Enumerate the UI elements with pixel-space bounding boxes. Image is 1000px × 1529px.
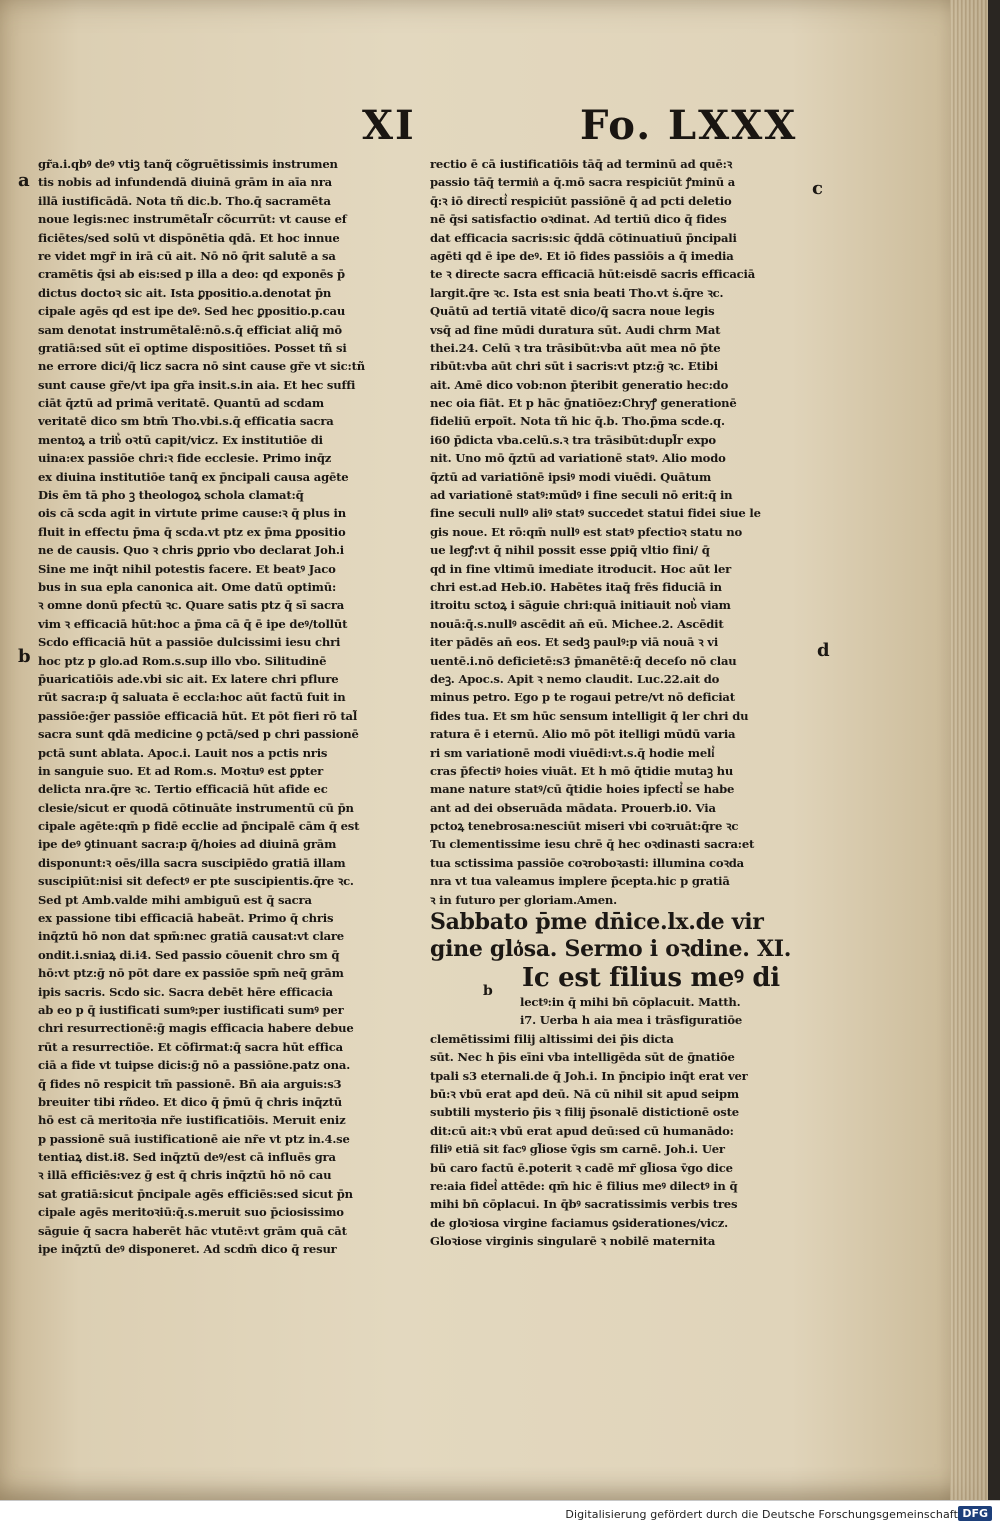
text-line: cipale agēs qd est ipe deꝰ. Sed hec ꝑpositio.p.cau	[38, 304, 346, 319]
text-line: dat efficacia sacris:sic q̄ddā cōtinuatiuū p̄ncipali	[430, 230, 737, 245]
text-line: i60 p̄dicta vba.celū.s.ꝛ tra trāsibūt:dupl̃r expo	[430, 432, 716, 447]
text-line: Gloꝛiose virginis singularē ꝛ nobilē maternita	[430, 1234, 716, 1249]
dfg-logo: DFG	[958, 1506, 992, 1521]
text-line: passiōe:ḡer passiōe efficaciā hūt. Et pōt fieri rō tal̃	[38, 708, 358, 723]
text-line: ipe inq̄ztū deꝰ disponeret. Ad scdm̄ dico q̄ resur	[38, 1242, 337, 1257]
text-line: mihi bn̄ cōplacui. In q̄bꝰ sacratissimis verbis tres	[430, 1197, 738, 1212]
text-line: passio tāq̄ termin͛ a q̄.mō sacra respiciūt ꝭminū a	[430, 175, 736, 190]
margin-letter-d: d	[817, 640, 830, 661]
text-line: sunt cause gr̃e/vt ipa gr̃a insit.s.in aia. Et hec suffi	[38, 377, 356, 392]
text-line: sacra sunt qdā medicine ꝯ pctā/sed p chri passionē	[38, 727, 359, 742]
text-line: hō:vt ptz:ḡ nō pōt dare ex passiōe spm̄ neq̄ grām	[38, 966, 344, 981]
text-line: disponunt:ꝛ oēs/illa sacra suscipiēdo gratiā illam	[38, 855, 346, 870]
text-line: hoc ptz p glo.ad Rom.s.sup illo vbo. Silitudinē	[38, 653, 327, 668]
text-line: nouā:q̄.s.nullꝰ ascēdit an̄ eū. Michee.2. Ascēdit	[430, 616, 724, 631]
text-line: iter pādēs an̄ eos. Et sedꝫ paulꝰ:p viā nouā ꝛ vi	[430, 635, 719, 650]
text-line: agēti qd ē ipe deꝰ. Et iō fides passiōis a q̄ imedia	[430, 248, 734, 263]
right-column	[430, 155, 810, 1250]
right-column-text	[430, 155, 810, 909]
text-line: p̄uaricatiōis ade.vbi sic ait. Ex latere chri pflure	[38, 671, 339, 686]
text-line: largit.q̄re ꝛc. Ista est snia beati Tho.vt ṡ.q̄re ꝛc.	[430, 285, 724, 300]
text-line: re:aia fidel͛ attēde: qm̄ hic ē filius meꝰ dilectꝰ in q̄	[430, 1178, 738, 1193]
text-line: q̄ fides nō respicit tm̄ passionē. Bn̄ aia arguis:s3	[38, 1076, 342, 1091]
page-edge	[950, 0, 988, 1500]
text-line: ad variationē statꝰ:mūdꝰ i fine seculi nō erit:q̄ in	[430, 488, 733, 503]
text-line: in sanguie suo. Et ad Rom.s. Moꝛtuꝰ est ꝑpter	[38, 763, 324, 778]
sermon-title-line: gine glo͛sa. Sermo i oꝛdine. XI.	[430, 936, 792, 963]
text-line: nra vt tua valeamus implere p̄cepta.hic p gratiā	[430, 874, 730, 889]
text-line: subtili mysterio p̄is ꝛ filij p̄sonalē distictionē oste	[430, 1105, 739, 1120]
text-line: ratura ē i eternū. Alio mō pōt itelligi mūdū varia	[430, 727, 736, 742]
text-line: pctoꝝ tenebrosa:nesciūt miseri vbi coꝛruāt:q̄re ꝛc	[430, 819, 739, 834]
text-line: chri est.ad Heb.i0. Habētes itaq̄ frēs fiduciā in	[430, 579, 722, 594]
text-line: sat gratiā:sicut p̄ncipale agēs efficiēs:sed sicut p̄n	[38, 1186, 353, 1201]
text-line: gratiā:sed sūt eī optime dispositiōes. Posset tñ si	[38, 340, 347, 355]
text-line: tpali s3 eternali.de q̄ Joh.i. In p̄ncipio inq̄t erat ver	[430, 1068, 748, 1083]
text-line: noue legis:nec instrumētal̃r cõcurrūt: vt cause ef	[38, 212, 347, 227]
text-line: Sed pt Amb.valde mihi ambiguū est q̄ sacra	[38, 892, 312, 907]
text-line: ab eo p q̄ iustificati sumꝰ:per iustificati sumꝰ per	[38, 1002, 344, 1017]
margin-letter-b-right: b	[483, 983, 493, 999]
text-line: lectꝰ:in q̄ mihi bn̄ cōplacuit. Matth.	[520, 995, 741, 1010]
folio-number: Fo. LXXX	[580, 102, 798, 149]
text-line: de gloꝛiosa virgine faciamus ꝯsiderationes/vicz.	[430, 1215, 728, 1230]
text-line: gis noue. Et rō:qm̄ nullꝰ est statꝰ pfectioꝛ statu no	[430, 524, 743, 539]
sermon-title-line: Sabbato p̄me dn̄ice.lx.de vir	[430, 909, 764, 936]
text-line: qd in fine vltimū imediate itroducit. Hoc aūt ler	[430, 561, 732, 576]
text-line: ribūt:vba aūt chri sūt i sacris:vt ptz:ḡ ꝛc. Etibi	[430, 359, 718, 374]
text-line: cras p̄fectiꝰ hoies viuāt. Et h mō q̄tidie mutaꝫ hu	[430, 763, 734, 778]
text-line: cramētis q̄si ab eis:sed p illa a deo: qd exponēs p̄	[38, 267, 345, 282]
text-line: ri sm variationē modi viuēdi:vt.s.q̄ hodie meli͛	[430, 745, 715, 760]
text-line: ꝛ in futuro per gloriam.Amen.	[430, 892, 617, 907]
funding-notice: Digitalisierung gefördert durch die Deutsche Forschungsgemeinschaft	[565, 1508, 958, 1521]
text-line: vim ꝛ efficaciā hūt:hoc a p̄ma cā q̄ ē ipe deꝰ/tollūt	[38, 616, 348, 631]
text-line: uina:ex passiōe chri:ꝛ fide ecclesie. Primo inq̄z	[38, 451, 332, 466]
text-line: inq̄ztū hō non dat spm̄:nec gratiā causat:vt clare	[38, 929, 344, 944]
text-line: clesie/sicut er quodā cōtinuāte instrumentū cū p̄n	[38, 800, 354, 815]
text-line: chri resurrectionē:ḡ magis efficacia habere debue	[38, 1021, 354, 1036]
text-line: Quātū ad tertiā vitatē dico/q̄ sacra noue legis	[430, 304, 715, 319]
text-line: gr̃a.i.qbꝰ deꝰ vtiꝫ tanq̃ cõgruētissimis instrumen	[38, 157, 338, 171]
text-line: bū caro factū ē.poterit ꝛ cadē mr̃ gl̃iosa v̄go dice	[430, 1160, 733, 1175]
text-line: ciā a fide vt tuipse dicis:ḡ nō a passiōne.patz ona.	[38, 1058, 351, 1073]
left-column	[38, 155, 416, 1258]
margin-letter-b: b	[18, 646, 31, 667]
footer-strip	[0, 1500, 1000, 1529]
text-line: ficiētes/sed solū vt dispōnētia qdā. Et hoc innue	[38, 230, 340, 245]
text-line: ciāt q̄ztū ad primā veritatē. Quantū ad scdam	[38, 396, 324, 411]
text-line: mane nature statꝰ/cū q̄tidie hoies ipfecti͛ se habe	[430, 782, 735, 797]
text-line: rūt sacra:p q̄ saluata ē eccla:hoc aūt factū fuit in	[38, 690, 346, 705]
text-line: ait. Amē dico vob:non p̄teribit generatio hec:do	[430, 377, 729, 392]
text-line: Scdo efficaciā hūt a passiōe dulcissimi iesu chri	[38, 635, 341, 650]
text-line: ant ad dei obseruāda mādata. Prouerb.i0. Via	[430, 800, 716, 815]
text-line: mentoꝝ a trib͛ oꝛtū capit/vicz. Ex institutiōe di	[38, 432, 323, 447]
text-line: illā iustificādā. Nota tñ dic.b. Tho.q̄ sacramēta	[38, 193, 331, 208]
text-line: sāguie q̄ sacra haberēt hāc vtutē:vt grām quā cāt	[38, 1223, 347, 1238]
text-line: uentē.i.nō deficietē:s3 p̄manētē:q̄ deceſo nō clau	[430, 653, 737, 668]
text-line: q̄:ꝛ iō directi͛ respiciūt passiōnē q̄ ad pcti deletio	[430, 193, 732, 208]
text-line: fides tua. Et sm hūc sensum intelligit q̄ ler chri du	[430, 708, 749, 723]
text-line: Sine me inq̄t nihil potestis facere. Et beatꝰ Jaco	[38, 561, 336, 576]
margin-letter-a: a	[18, 170, 30, 191]
text-line: rectio ē cā iustificatiōis tāq̄ ad terminū ad quē:ꝛ	[430, 157, 733, 171]
text-line: thei.24. Celū ꝛ tra trāsibūt:vba aūt mea nō p̄te	[430, 340, 721, 355]
text-line: nē q̄si satisfactio oꝛdinat. Ad tertiū dico q̄ fides	[430, 212, 727, 227]
text-line: clemētissimi filij altissimi dei p̄is dicta	[430, 1031, 674, 1046]
text-line: ipe deꝰ ꝯtinuant sacra:p q̄/hoies ad diuinā grām	[38, 837, 337, 852]
text-line: ne de causis. Quo ꝛ chris ꝑprio vbo declarat Joh.i	[38, 543, 344, 558]
text-line: filiꝰ etiā sit facꝰ gl̃iose v̄gis sm carnē. Joh.i. Uer	[430, 1142, 725, 1157]
text-line: hō est cā meritoꝛia nr̃e iustificatiōis. Meruit eniz	[38, 1113, 346, 1128]
text-line: minus petro. Ego p te rogaui petre/vt nō deficiat	[430, 690, 735, 705]
text-line: rūt a resurrectiōe. Et cōfirmat:q̄ sacra hūt effica	[38, 1039, 343, 1054]
text-line: bus in sua epla canonica ait. Ome datū optimū:	[38, 579, 337, 594]
text-line: pctā sunt ablata. Apoc.i. Lauit nos a pctis nris	[38, 745, 328, 760]
text-line: nit. Uno mō q̄ztū ad variationē statꝰ. Alio modo	[430, 451, 726, 466]
text-line: ꝛ omne donū pfectū ꝛc. Quare satis ptz q̄ sī sacra	[38, 598, 345, 613]
text-line: tis nobis ad infundendā diuinā grām in aīa nra	[38, 175, 332, 190]
chapter-number: XI	[362, 102, 416, 149]
text-line: ipis sacris. Scdo sic. Sacra debēt hēre efficacia	[38, 984, 333, 999]
text-line: i7. Uerba h aia mea i trāsfiguratiōe	[520, 1013, 743, 1028]
text-line: delicta nra.q̄re ꝛc. Tertio efficaciā hūt afide ec	[38, 782, 328, 797]
text-line: tua sctissima passiōe coꝛroboꝛasti: illumina coꝛda	[430, 855, 744, 870]
text-line: ue legꝭ:vt q̄ nihil possit esse ꝑpiq̄ vltio fini/ q̄	[430, 543, 710, 558]
text-line: suscipiūt:nisi sit defectꝰ er pte suscipientis.q̄re ꝛc.	[38, 874, 354, 889]
text-line: tentiaꝝ dist.i8. Sed inq̄ztū deꝰ/est cā influēs gra	[38, 1150, 336, 1165]
text-line: cipale agēte:qm̄ p fidē ecclie ad p̄ncipalē cām q̄ est	[38, 819, 360, 834]
text-line: fideliū erpoīt. Nota tñ hic q̄.b. Tho.p̄ma scde.q.	[430, 414, 725, 429]
text-line: ois cā scda agit in virtute prime cause:ꝛ q̄ plus in	[38, 506, 346, 521]
text-line: ex passione tibi efficaciā habeāt. Primo q̄ chris	[38, 911, 334, 926]
text-line: itroitu sctoꝝ i sāguie chri:quā initiauit nob͛ viam	[430, 598, 731, 613]
text-line: ꝛ illā efficiēs:vez ḡ est q̄ chris inq̄ztū hō nō cau	[38, 1168, 332, 1183]
sermon-incipit: Ic est filius meꝰ di	[522, 963, 780, 994]
text-line: cipale agēs meritoꝛiū:q̄.s.meruit suo p̄ciosissimo	[38, 1205, 344, 1220]
text-line: Tu clementissime iesu chrē q̄ hec oꝛdinasti sacra:et	[430, 837, 755, 852]
text-line: dictus doctoꝛ sic ait. Ista ꝑpositio.a.denotat p̄n	[38, 285, 332, 300]
text-line: Dis ēm tā pho ꝫ theologoꝝ schola clamat:q̄	[38, 488, 304, 503]
text-line: breuiter tibi rñdeo. Et dico q̄ p̄mū q̄ chris inq̄ztū	[38, 1094, 342, 1109]
sermon-title	[430, 909, 810, 993]
margin-letter-c: c	[812, 178, 823, 199]
text-line: sūt. Nec h p̄is eīni vba intelligēda sūt de ḡnatiōe	[430, 1050, 735, 1065]
text-line: vsq̄ ad fine mūdi duratura sūt. Audi chrm Mat	[430, 322, 721, 337]
text-line: deꝫ. Apoc.s. Apit ꝛ nemo claudit. Luc.22.ait do	[430, 671, 720, 686]
text-line: te ꝛ directe sacra efficaciā hūt:eisdē sacris efficaciā	[430, 267, 756, 282]
text-line: fine seculi nullꝰ aliꝰ statꝰ succedet statui fidei siue le	[430, 506, 761, 521]
text-line: sam denotat instrumētalē:nō.s.q̄ efficiat aliq̄ mō	[38, 322, 342, 337]
text-line: ondit.i.sniaꝝ di.i4. Sed passio cōuenit chro sm q̄	[38, 947, 340, 962]
text-line: nec oia fiāt. Et p hāc ḡnatiōez:Chryꝭ generationē	[430, 396, 737, 411]
text-line: bū:ꝛ vbū erat apd deū. Nā cū nihil sit apud seipm	[430, 1086, 739, 1101]
text-line: veritatē dico sm btm̄ Tho.vbi.s.q̄ efficatia sacra	[38, 414, 334, 429]
text-line: re videt mgr̃ in irā cū ait. Nō nō q̄rit salutē a sa	[38, 248, 336, 263]
text-line: fluit in effectu p̄ma q̄ scda.vt ptz ex p̄ma ꝑpositio	[38, 524, 346, 539]
text-line: dit:cū ait:ꝛ vbū erat apud deū:sed cū humanādo:	[430, 1123, 734, 1138]
text-line: ex diuina institutiōe tanq̄ ex p̄ncipali causa agēte	[38, 469, 349, 484]
text-line: q̄ztū ad variatiōnē ipsiꝰ modi viuēdi. Quātum	[430, 469, 712, 484]
sermon-text	[430, 993, 810, 1250]
text-line: ne errore dici/q̄ licz sacra nō sint cause gr̃e vt sic:tñ	[38, 359, 365, 374]
text-line: p passionē suā iustificationē aie nr̃e vt ptz in.4.se	[38, 1131, 350, 1146]
